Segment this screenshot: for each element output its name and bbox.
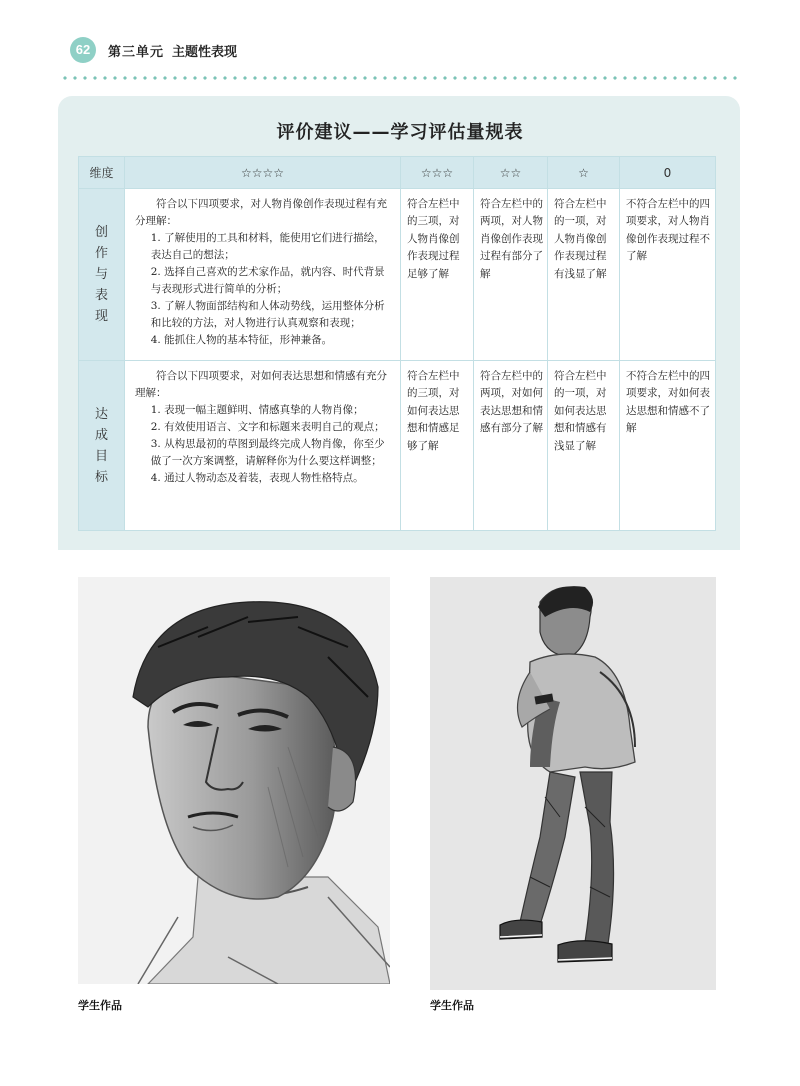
header-zero: 0	[620, 157, 716, 189]
three-star-cell: 符合左栏中的三项，对人物肖像创作表现过程足够了解	[401, 189, 474, 361]
two-star-cell: 符合左栏中的两项，对如何表达思想和情感有部分了解	[474, 361, 548, 531]
dimension-label: 达成目标	[94, 406, 108, 485]
criteria-item: 3. 了解人物面部结构和人体动势线，运用整体分析和比较的方法，对人物进行认真观察和表现；	[150, 300, 385, 329]
criteria-item: 4. 能抓住人物的基本特征，形神兼备。	[150, 334, 333, 346]
page-number-badge: 62	[70, 37, 96, 63]
portrait-sketch-image	[78, 577, 390, 984]
criteria-item: 4. 通过人物动态及着装，表现人物性格特点。	[150, 472, 364, 484]
table-row	[79, 189, 716, 361]
one-star-cell: 符合左栏中的一项，对人物肖像创作表现过程有浅显了解	[548, 189, 620, 361]
figure-caption: 学生作品	[78, 999, 122, 1012]
criteria-item: 2. 有效使用语言、文字和标题来表明自己的观点；	[150, 421, 385, 433]
header-three-stars: ☆☆☆	[401, 157, 474, 189]
header-dimension: 维度	[79, 157, 125, 189]
dimension-cell	[79, 361, 125, 531]
header-two-stars: ☆☆	[474, 157, 548, 189]
unit-label: 第三单元	[108, 45, 165, 60]
rubric-table	[78, 156, 716, 531]
three-star-cell: 符合左栏中的三项，对如何表达思想和情感足够了解	[401, 361, 474, 531]
criteria-cell	[125, 361, 401, 531]
dimension-label: 创作与表现	[94, 225, 108, 324]
criteria-cell	[125, 189, 401, 361]
portrait-sketch-drawing	[78, 577, 390, 984]
zero-star-cell: 不符合左栏中的四项要求，对如何表达思想和情感不了解	[620, 361, 716, 531]
criteria-item: 3. 从构思最初的草图到最终完成人物肖像，你至少做了一次方案调整，请解释你为什么要这样调整；	[150, 438, 385, 467]
unit-topic: 主题性表现	[172, 45, 238, 60]
table-header-row	[79, 157, 716, 189]
table-row	[79, 361, 716, 531]
figure-caption: 学生作品	[430, 999, 474, 1012]
figure-sketch-image	[430, 577, 716, 990]
criteria-item: 1. 表现一幅主题鲜明、情感真挚的人物肖像；	[150, 404, 364, 416]
one-star-cell: 符合左栏中的一项，对如何表达思想和情感有浅显了解	[548, 361, 620, 531]
zero-star-cell: 不符合左栏中的四项要求，对人物肖像创作表现过程不了解	[620, 189, 716, 361]
criteria-item: 1. 了解使用的工具和材料，能使用它们进行描绘，表达自己的想法；	[150, 232, 385, 261]
panel-title: 评价建议——学习评估量规表	[276, 122, 524, 143]
header-one-star: ☆	[548, 157, 620, 189]
dotted-divider	[60, 76, 740, 80]
header-four-stars: ☆☆☆☆	[125, 157, 401, 189]
dimension-cell	[79, 189, 125, 361]
criteria-intro: 符合以下四项要求，对如何表达思想和情感有充分理解：	[135, 370, 387, 399]
two-star-cell: 符合左栏中的两项，对人物肖像创作表现过程有部分了解	[474, 189, 548, 361]
page-header	[0, 0, 800, 80]
criteria-intro: 符合以下四项要求，对人物肖像创作表现过程有充分理解：	[135, 198, 387, 227]
criteria-item: 2. 选择自己喜欢的艺术家作品，就内容、时代背景与表现形式进行简单的分析；	[150, 266, 385, 295]
figure-sketch-drawing	[430, 577, 716, 990]
